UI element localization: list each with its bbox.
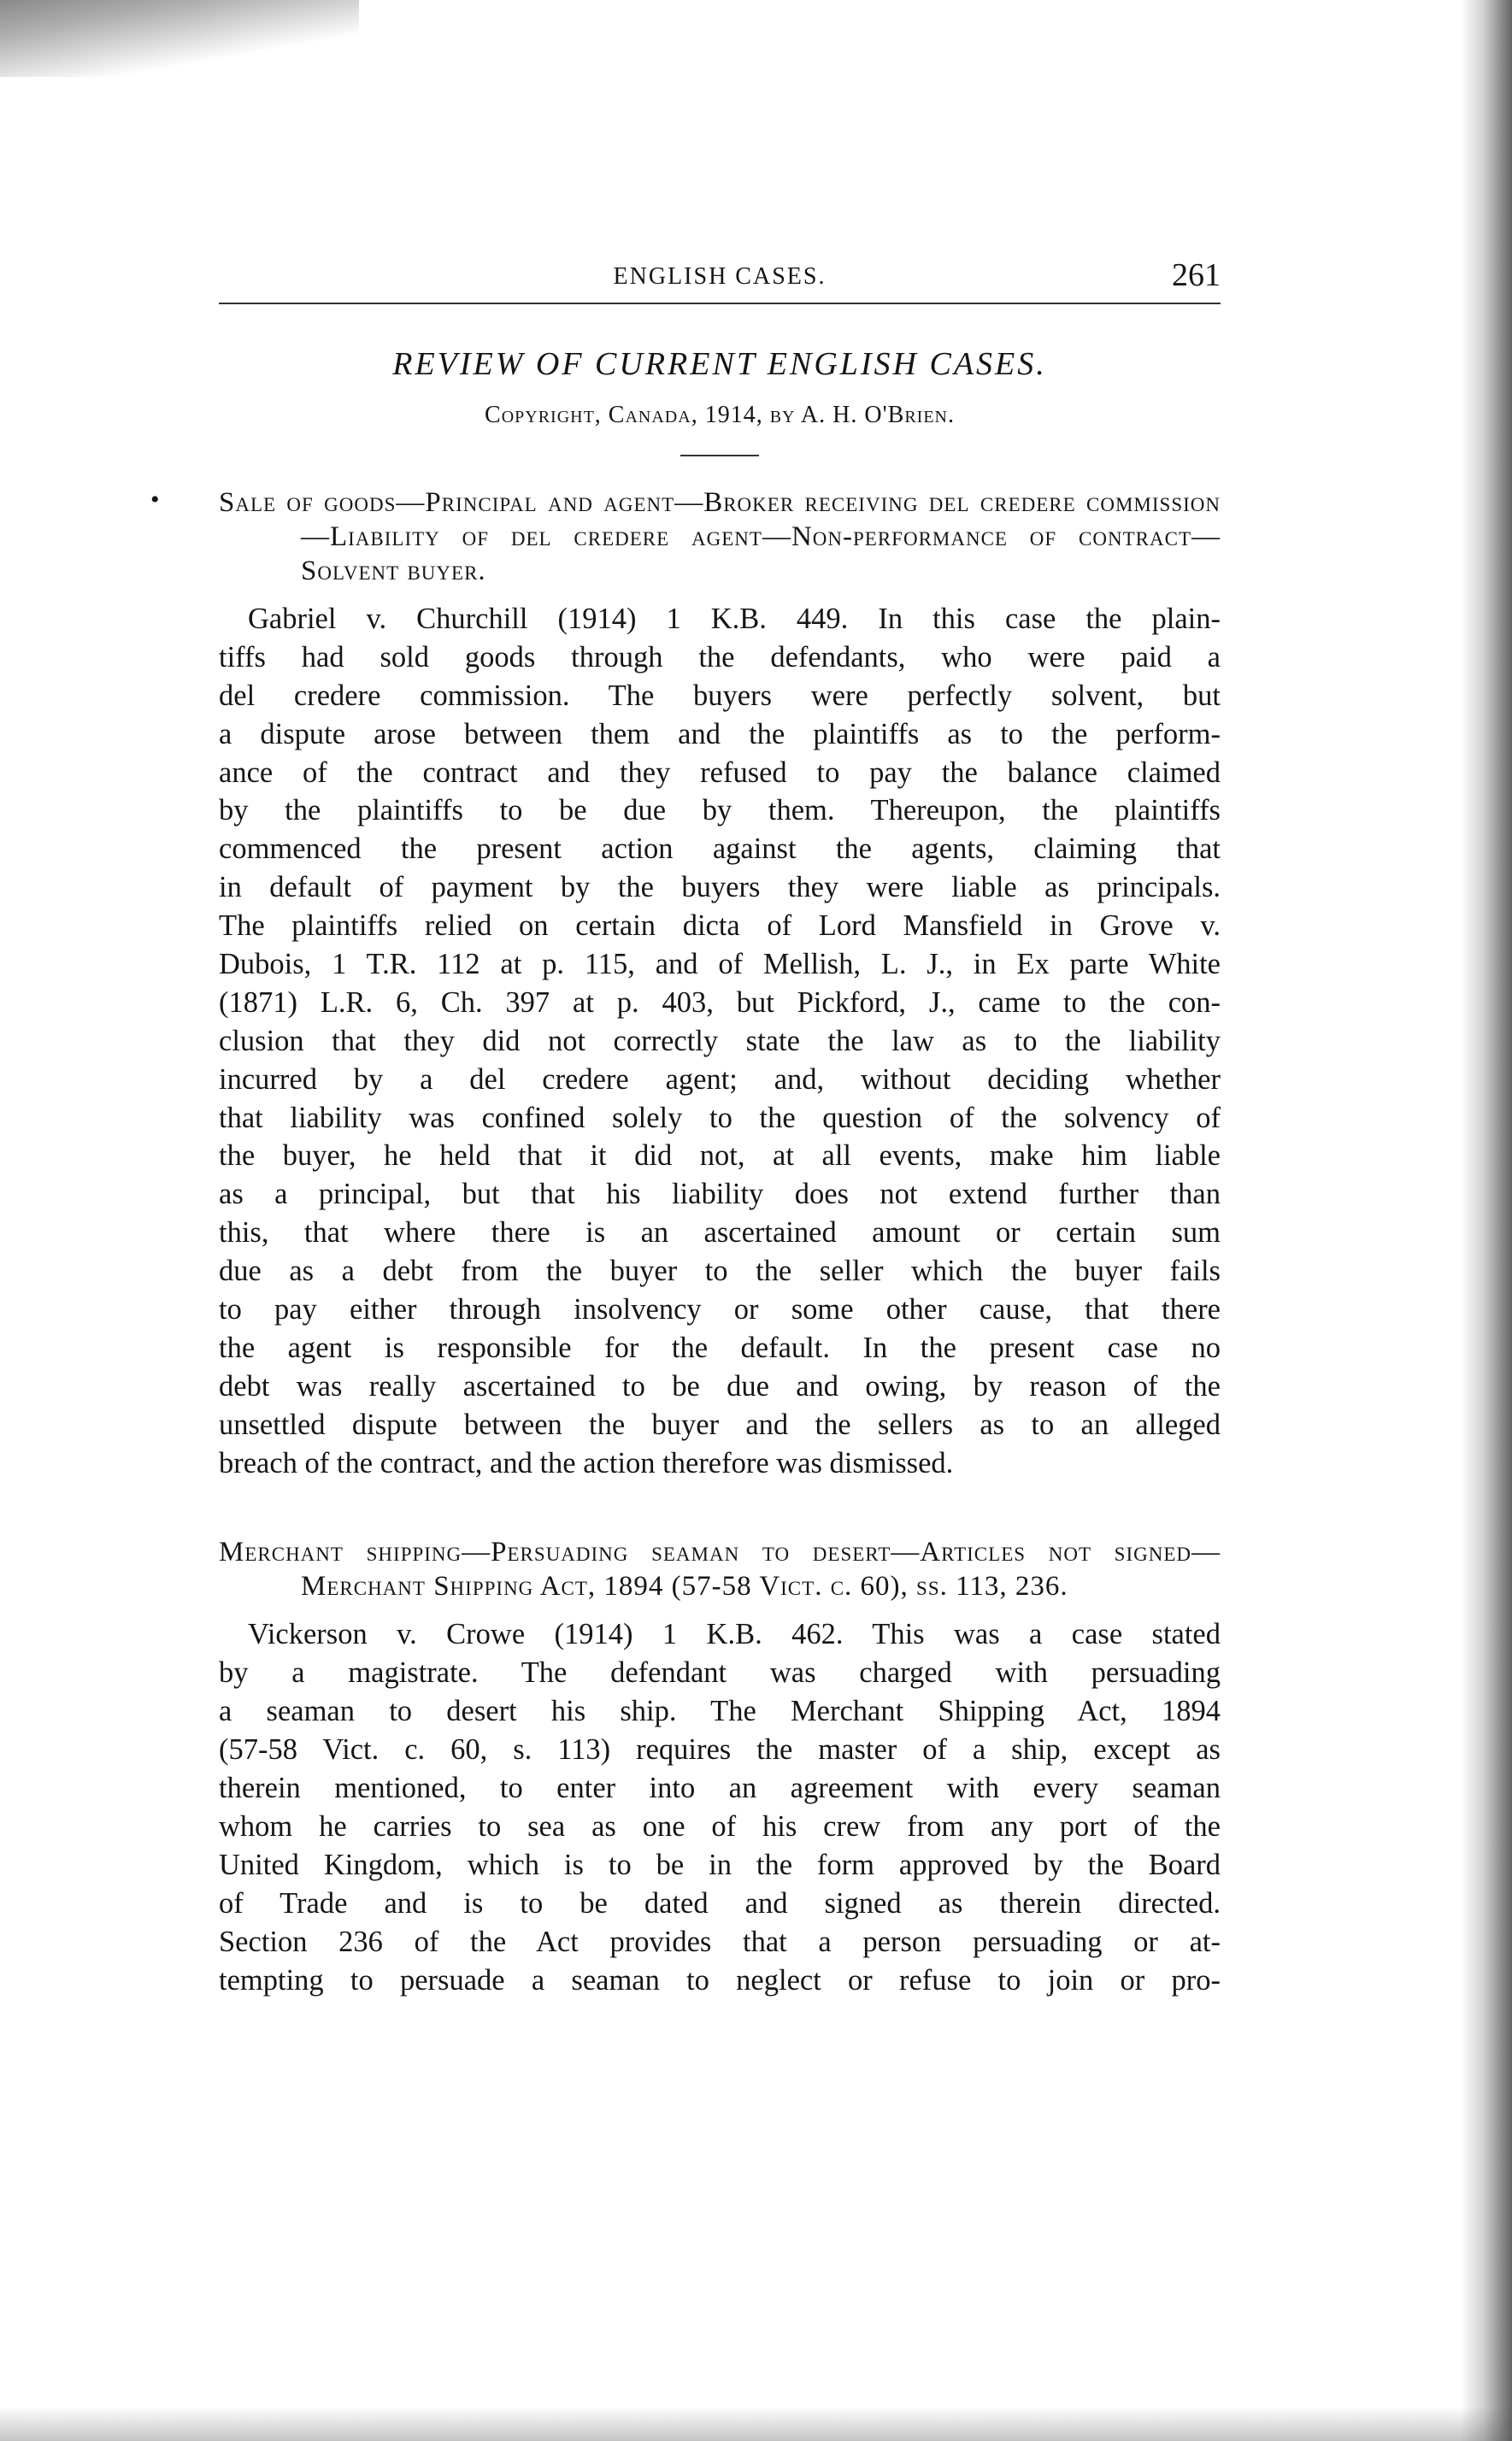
text-line: Gabriel v. Churchill (1914) 1 K.B. 449. In this case the plain- <box>248 603 1221 635</box>
text-line: this, that where there is an ascertained amount or certain sum <box>219 1216 1221 1250</box>
text-line: (57-58 Vict. c. 60, s. 113) requires the master of a ship, except as <box>219 1733 1221 1767</box>
text-line: debt was really ascertained to be due and owing, by reason of the <box>219 1369 1221 1403</box>
margin-bullet: • <box>150 485 160 514</box>
case-body <box>219 600 1221 1482</box>
case-section <box>219 1535 1221 1999</box>
case-body <box>219 1615 1221 1999</box>
copyright-line: Copyright, Canada, 1914, by A. H. O'Brien. <box>485 402 955 428</box>
text-line: the agent is responsible for the default. In the present case no <box>219 1331 1221 1364</box>
text-line: of Trade and is to be dated and signed as therein directed. <box>219 1886 1221 1920</box>
page-number: 261 <box>1172 257 1221 293</box>
review-title: REVIEW OF CURRENT ENGLISH CASES. <box>392 346 1047 382</box>
case-heading-wrap <box>219 1535 1221 1603</box>
text-line: clusion that they did not correctly state the law as to the liability <box>219 1024 1221 1057</box>
text-line: therein mentioned, to enter into an agreement with every seaman <box>219 1772 1221 1805</box>
text-line: the buyer, he held that it did not, at all events, make him liable <box>219 1139 1221 1173</box>
running-title: ENGLISH CASES. <box>613 263 827 290</box>
text-line: by a magistrate. The defendant was charged with persuading <box>219 1656 1221 1690</box>
text-line: unsettled dispute between the buyer and the sellers as to an alleged <box>219 1408 1221 1441</box>
text-line: commenced the present action against the agents, claiming that <box>219 832 1221 866</box>
sections <box>150 485 1221 1999</box>
text-line: ance of the contract and they refused to pay the balance claimed <box>219 756 1221 789</box>
case-heading-wrap <box>150 485 1221 588</box>
text-line: by the plaintiffs to be due by them. Thereupon, the plaintiffs <box>219 794 1221 827</box>
scan-shadow-right <box>1461 0 1512 2441</box>
text-line: Dubois, 1 T.R. 112 at p. 115, and of Mellish, L. J., in Ex parte White <box>219 948 1221 981</box>
title-rule <box>680 455 759 456</box>
text-line: breach of the contract, and the action therefore was dismissed. <box>219 1446 954 1479</box>
text-line: that liability was confined solely to the question of the solvency of <box>219 1101 1221 1134</box>
running-head <box>219 256 1221 304</box>
text-line: incurred by a del credere agent; and, without deciding whether <box>219 1062 1221 1096</box>
text-line: The plaintiffs relied on certain dicta of Lord Mansfield in Grove v. <box>219 909 1221 943</box>
text-line: in default of payment by the buyers they were liable as principals. <box>219 871 1221 904</box>
text-line: tempting to persuade a seaman to neglect or refuse to join or pro- <box>219 1963 1221 1997</box>
text-line: whom he carries to sea as one of his crew from any port of the <box>219 1809 1221 1843</box>
text-line: to pay either through insolvency or some other cause, that there <box>219 1293 1221 1326</box>
text-line: due as a debt from the buyer to the seller which the buyer fails <box>219 1255 1221 1288</box>
text-line: del credere commission. The buyers were perfectly solvent, but <box>219 679 1221 712</box>
case-heading: Merchant shipping—Persuading seaman to desert—Articles not signed—Merchant Shipping Act, 1894 (57-58 Vict. c. 60), ss. 113, 236. <box>219 1537 1221 1603</box>
section-gap <box>219 1482 1221 1535</box>
scan-shadow-top <box>0 0 359 77</box>
text-line: a seaman to desert his ship. The Merchant Shipping Act, 1894 <box>219 1695 1221 1728</box>
text-line: tiffs had sold goods through the defendants, who were paid a <box>219 640 1221 673</box>
text-line: (1871) L.R. 6, Ch. 397 at p. 403, but Pickford, J., came to the con- <box>219 985 1221 1019</box>
text-line: as a principal, but that his liability does not extend further than <box>219 1178 1221 1211</box>
page <box>150 256 1221 1999</box>
scan-shadow-bottom <box>0 2407 1512 2441</box>
text-line: United Kingdom, which is to be in the form approved by the Board <box>219 1848 1221 1881</box>
case-section <box>150 485 1221 1482</box>
text-line: a dispute arose between them and the plaintiffs as to the perform- <box>219 717 1221 750</box>
case-heading: Sale of goods—Principal and agent—Broker receiving del credere commission—Liability of del credere agent—Non-performance of contract—Solvent buyer. <box>219 487 1221 586</box>
text-line: Vickerson v. Crowe (1914) 1 K.B. 462. This was a case stated <box>248 1618 1221 1651</box>
text-line: Section 236 of the Act provides that a person persuading or at- <box>219 1925 1221 1958</box>
